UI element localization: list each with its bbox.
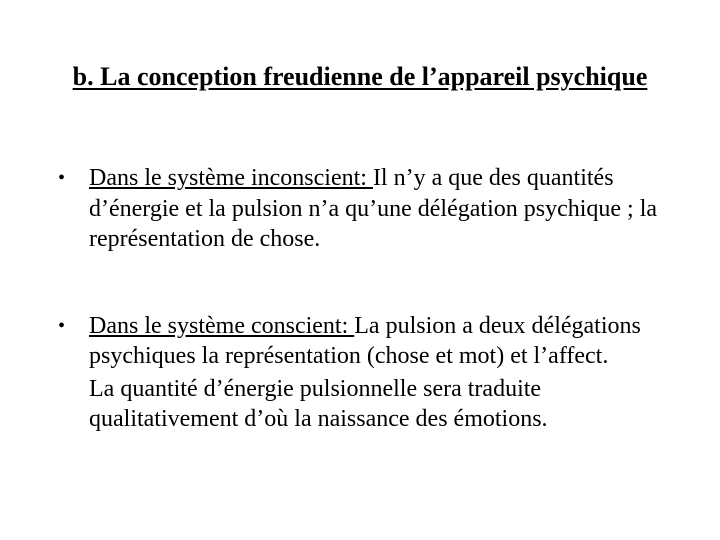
bullet-lead-unconscious: Dans le système inconscient: [89,165,373,191]
bullet-extra-paragraph: La quantité d’énergie pulsionnelle sera traduite qualitativement d’où la naissance des émotions. [89,375,548,432]
bullet-item-unconscious [58,163,678,255]
bullet-item-conscious [58,311,678,435]
bullet-lead-conscious: Dans le système conscient: [89,312,355,339]
bullet-list [58,163,678,435]
bullet-icon: • [58,314,66,337]
bullet-text-conscious: La pulsion a deux délégations psychiques la représentation (chose et mot) et l’affect. [89,312,641,369]
bullet-text-unconscious: Il n’y a que des quantités d’énergie et la pulsion n’a qu’une délégation psychique ; la représentation de chose. [89,165,658,252]
slide-title: b. La conception freudienne de l’appareil psychique [72,62,648,91]
bullet-icon: • [58,167,66,189]
